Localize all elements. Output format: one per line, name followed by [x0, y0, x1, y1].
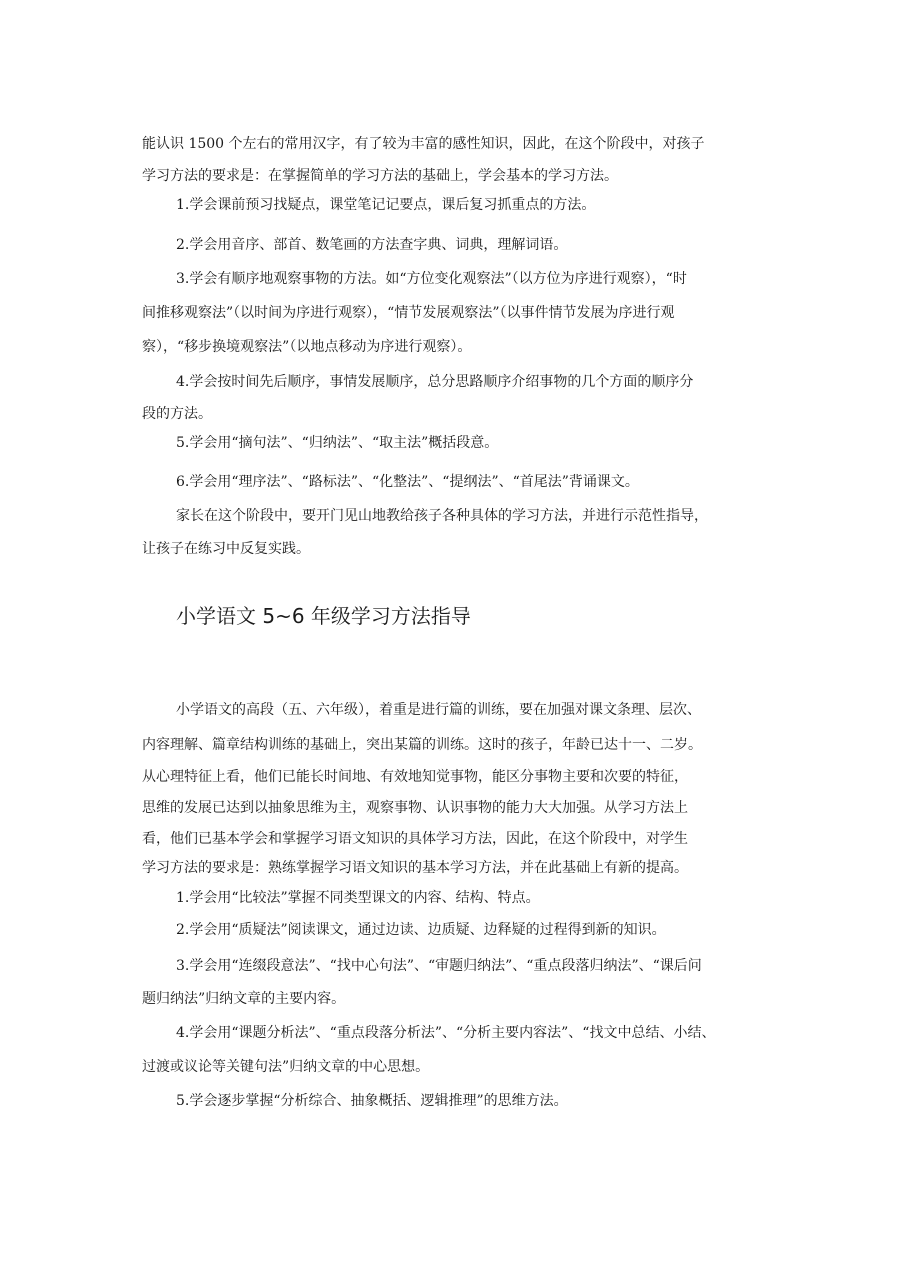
parent-paragraph-line-2: 让孩子在练习中反复实践。: [142, 541, 310, 557]
paragraph-line-5: 看，他们已基本学会和掌握学习语文知识的具体学习方法，因此，在这个阶段中，对学生: [142, 831, 688, 847]
list-item-2: 2.学会用音序、部首、数笔画的方法查字典、词典，理解词语。: [176, 237, 568, 253]
paragraph-line-3: 从心理特征上看，他们已能长时间地、有效地知觉事物，能区分事物主要和次要的特征，: [142, 769, 688, 785]
list-item-1: 1.学会课前预习找疑点，课堂笔记记要点，课后复习抓重点的方法。: [176, 197, 596, 213]
list-item-3-line-2: 间推移观察法”（以时间为序进行观察），“情节发展观察法”（以事件情节发展为序进行观: [142, 305, 675, 321]
list-item-3-line-1: 3.学会有顺序地观察事物的方法。如“方位变化观察法”（以方位为序进行观察），“时: [176, 271, 687, 287]
method-item-5: 5.学会逐步掌握“分析综合、抽象概括、逻辑推理”的思维方法。: [176, 1093, 568, 1109]
paragraph-line-6: 学习方法的要求是：熟练掌握学习语文知识的基本学习方法，并在此基础上有新的提高。: [142, 860, 688, 876]
parent-paragraph-line-1: 家长在这个阶段中，要开门见山地教给孩子各种具体的学习方法，并进行示范性指导，: [176, 508, 708, 524]
method-item-3-line-1: 3.学会用“连缀段意法”、“找中心句法”、“审题归纳法”、“重点段落归纳法”、“课后问: [176, 958, 702, 974]
paragraph-line-4: 思维的发展已达到以抽象思维为主，观察事物、认识事物的能力大大加强。从学习方法上: [142, 800, 688, 816]
paragraph-line-2: 内容理解、篇章结构训练的基础上，突出某篇的训练。这时的孩子，年龄已达十一、二岁。: [142, 737, 702, 753]
method-item-3-line-2: 题归纳法”归纳文章的主要内容。: [142, 991, 346, 1007]
method-item-4-line-1: 4.学会用“课题分析法”、“重点段落分析法”、“分析主要内容法”、“找文中总结、小结、: [176, 1025, 716, 1041]
paragraph-line-1: 小学语文的高段（五、六年级），着重是进行篇的训练，要在加强对课文条理、层次、: [176, 702, 701, 718]
list-item-4-line-1: 4.学会按时间先后顺序，事情发展顺序，总分思路顺序介绍事物的几个方面的顺序分: [176, 374, 694, 390]
method-item-2: 2.学会用“质疑法”阅读课文，通过边读、边质疑、边释疑的过程得到新的知识。: [176, 922, 666, 938]
list-item-4-line-2: 段的方法。: [142, 406, 212, 422]
intro-line-1: 能认识 1500 个左右的常用汉字，有了较为丰富的感性知识，因此，在这个阶段中，对孩子: [142, 136, 705, 152]
method-item-4-line-2: 过渡或议论等关键句法”归纳文章的中心思想。: [142, 1059, 430, 1075]
list-item-3-line-3: 察），“移步换境观察法”（以地点移动为序进行观察）。: [142, 339, 472, 355]
intro-line-2: 学习方法的要求是：在掌握简单的学习方法的基础上，学会基本的学习方法。: [142, 168, 618, 184]
section-heading: 小学语文 5~6 年级学习方法指导: [176, 604, 471, 628]
list-item-5: 5.学会用“摘句法”、“归纳法”、“取主法”概括段意。: [176, 435, 499, 451]
list-item-6: 6.学会用“理序法”、“路标法”、“化整法”、“提纲法”、“首尾法”背诵课文。: [176, 474, 639, 490]
method-item-1: 1.学会用“比较法”掌握不同类型课文的内容、结构、特点。: [176, 890, 540, 906]
